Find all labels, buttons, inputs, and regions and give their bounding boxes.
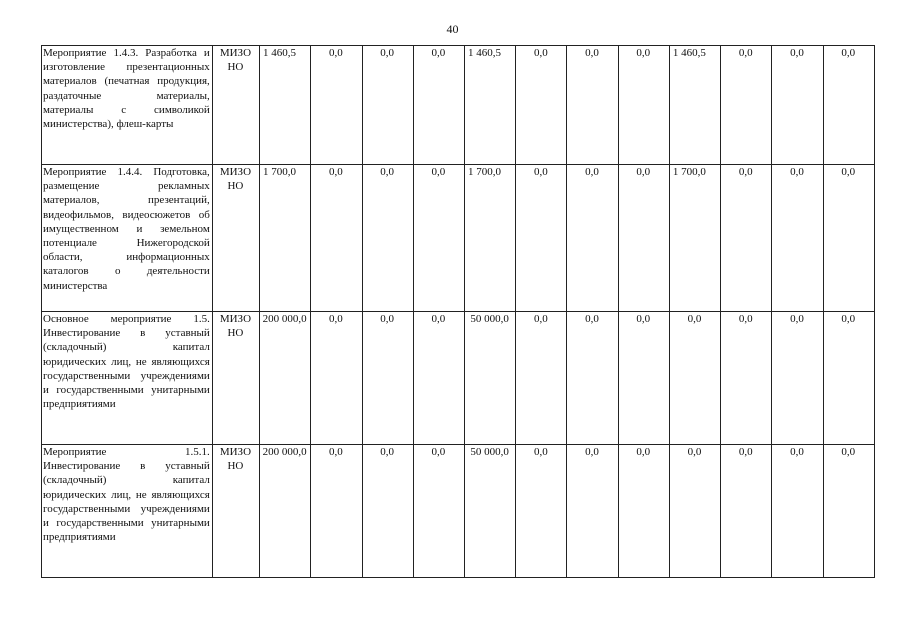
value-cell: 0,0 bbox=[362, 312, 413, 445]
value-cell: 0,0 bbox=[413, 46, 464, 165]
activity-description: Мероприятие 1.4.3. Разработка и изготовление презентационных материалов (печатная продукция, раздаточные материалы, материалы с символикой министерства), флеш-карты bbox=[42, 46, 213, 165]
value-cell: 0,0 bbox=[567, 46, 618, 165]
value-cell: 50 000,0 bbox=[464, 445, 515, 578]
value-cell: 1 700,0 bbox=[260, 165, 311, 312]
value-cell: 0,0 bbox=[669, 445, 720, 578]
value-cell: 0,0 bbox=[721, 46, 772, 165]
value-cell: 0,0 bbox=[311, 312, 362, 445]
value-cell: 0,0 bbox=[823, 445, 874, 578]
value-cell: 0,0 bbox=[362, 445, 413, 578]
table-row bbox=[42, 312, 875, 445]
value-cell: 0,0 bbox=[721, 312, 772, 445]
value-cell: 0,0 bbox=[413, 165, 464, 312]
value-cell: 1 700,0 bbox=[464, 165, 515, 312]
value-cell: 0,0 bbox=[721, 445, 772, 578]
value-cell: 0,0 bbox=[311, 46, 362, 165]
value-cell: 1 460,5 bbox=[260, 46, 311, 165]
value-cell: 0,0 bbox=[516, 46, 567, 165]
value-cell: 0,0 bbox=[516, 312, 567, 445]
value-cell: 0,0 bbox=[721, 165, 772, 312]
value-cell: 0,0 bbox=[823, 46, 874, 165]
value-cell: 0,0 bbox=[362, 165, 413, 312]
activity-description: Мероприятие 1.5.1. Инвестирование в уставный (складочный) капитал юридических лиц, не являющихся государственными учреждениями и государственными унитарными предприятиями bbox=[42, 445, 213, 578]
value-cell: 0,0 bbox=[362, 46, 413, 165]
table-row bbox=[42, 46, 875, 165]
value-cell: 1 460,5 bbox=[464, 46, 515, 165]
value-cell: 0,0 bbox=[516, 165, 567, 312]
value-cell: 50 000,0 bbox=[464, 312, 515, 445]
value-cell: 0,0 bbox=[618, 445, 669, 578]
executor-cell: МИЗО НО bbox=[212, 165, 259, 312]
value-cell: 0,0 bbox=[413, 312, 464, 445]
value-cell: 0,0 bbox=[618, 46, 669, 165]
value-cell: 200 000,0 bbox=[260, 445, 311, 578]
activity-description: Основное мероприятие 1.5. Инвестирование в уставный (складочный) капитал юридических лиц, не являющихся государственными учреждениями и государственными унитарными предприятиями bbox=[42, 312, 213, 445]
value-cell: 0,0 bbox=[823, 165, 874, 312]
value-cell: 0,0 bbox=[311, 165, 362, 312]
value-cell: 0,0 bbox=[516, 445, 567, 578]
value-cell: 0,0 bbox=[823, 312, 874, 445]
value-cell: 0,0 bbox=[567, 445, 618, 578]
executor-cell: МИЗО НО bbox=[212, 312, 259, 445]
value-cell: 0,0 bbox=[567, 312, 618, 445]
value-cell: 0,0 bbox=[618, 165, 669, 312]
value-cell: 1 460,5 bbox=[669, 46, 720, 165]
table-body bbox=[42, 46, 875, 578]
page-number: 40 bbox=[446, 22, 459, 36]
value-cell: 0,0 bbox=[772, 312, 823, 445]
executor-cell: МИЗО НО bbox=[212, 445, 259, 578]
value-cell: 0,0 bbox=[311, 445, 362, 578]
activity-description: Мероприятие 1.4.4. Подготовка, размещение рекламных материалов, презентаций, видеофильмов, видеосюжетов об имущественном и земельном потенциале Нижегородской области, информационных каталогов о деятельности министерства bbox=[42, 165, 213, 312]
value-cell: 0,0 bbox=[567, 165, 618, 312]
value-cell: 0,0 bbox=[669, 312, 720, 445]
budget-table bbox=[41, 45, 875, 578]
value-cell: 0,0 bbox=[772, 46, 823, 165]
table-row bbox=[42, 165, 875, 312]
value-cell: 0,0 bbox=[772, 165, 823, 312]
value-cell: 1 700,0 bbox=[669, 165, 720, 312]
value-cell: 200 000,0 bbox=[260, 312, 311, 445]
value-cell: 0,0 bbox=[772, 445, 823, 578]
value-cell: 0,0 bbox=[618, 312, 669, 445]
value-cell: 0,0 bbox=[413, 445, 464, 578]
executor-cell: МИЗО НО bbox=[212, 46, 259, 165]
table-row bbox=[42, 445, 875, 578]
